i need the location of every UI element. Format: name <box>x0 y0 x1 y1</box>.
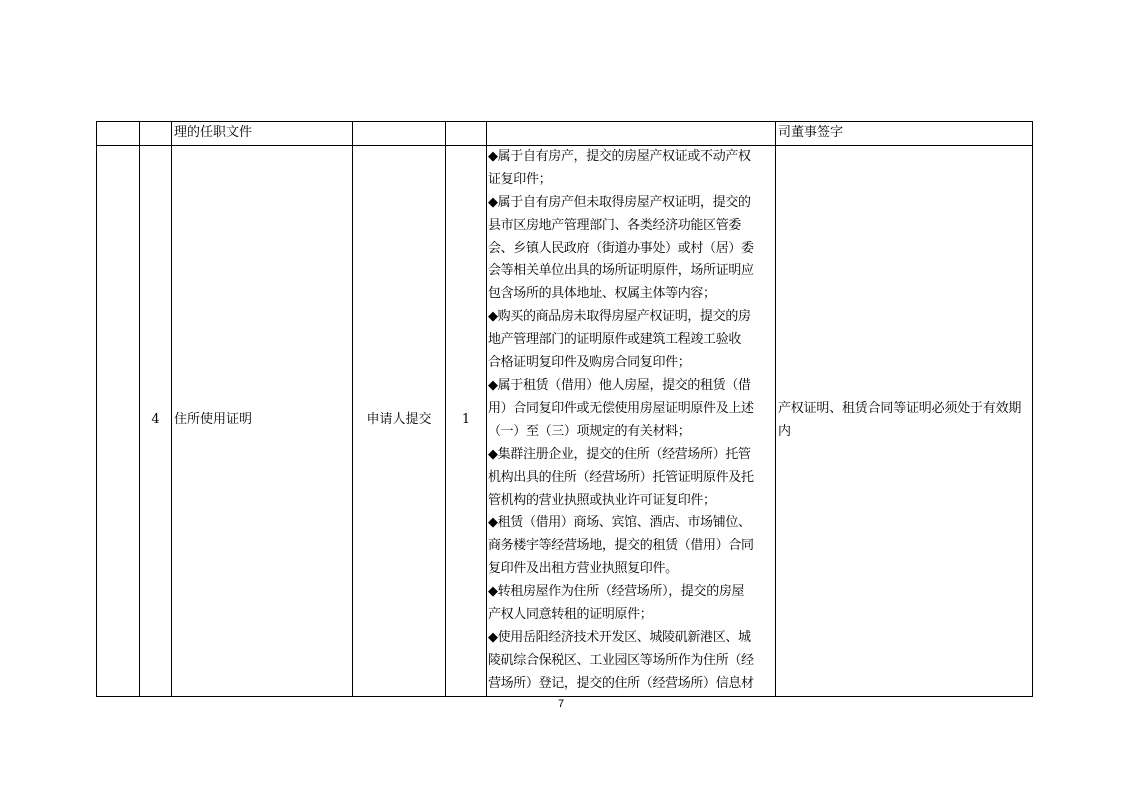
outer-cell <box>97 122 140 146</box>
note-cell: 产权证明、租赁合同等证明必须处于有效期内 <box>776 145 1033 696</box>
page-number: 7 <box>557 698 565 710</box>
requirement-line: 县市区房地产管理部门、各类经济功能区管委 <box>488 217 742 233</box>
seq-cell: 4 <box>140 145 172 696</box>
seq-cell <box>140 122 172 146</box>
note-cell: 司董事签字 <box>776 122 1033 146</box>
material-cell: 住所使用证明 <box>172 145 353 696</box>
requirement-line: ◆转租房屋作为住所（经营场所），提交的房屋 <box>488 584 745 600</box>
requirement-line: ◆属于自有房产，提交的房屋产权证或不动产权 <box>488 148 751 164</box>
material-cell: 理的任职文件 <box>172 122 353 146</box>
requirement-line: 机构出具的住所（经营场所）托管证明原件及托 <box>488 469 754 485</box>
requirements-cell <box>487 122 776 146</box>
copies-cell <box>446 122 487 146</box>
requirement-line: 陵矶综合保税区、工业园区等场所作为住所（经 <box>488 652 754 668</box>
requirement-line: 用）合同复印件或无偿使用房屋证明原件及上述 <box>488 400 754 416</box>
requirement-line: 地产管理部门的证明原件或建筑工程竣工验收 <box>488 332 742 348</box>
requirements-cell <box>487 145 776 696</box>
requirement-line: ◆属于自有房产但未取得房屋产权证明，提交的 <box>488 194 751 210</box>
requirement-line: 会等相关单位出具的场所证明原件，场所证明应 <box>488 263 754 279</box>
outer-cell <box>97 145 140 696</box>
requirement-line: ◆购买的商品房未取得房屋产权证明，提交的房 <box>488 309 751 325</box>
requirements-text <box>488 146 775 696</box>
requirement-line: 证复印件； <box>488 171 552 187</box>
table-row <box>97 122 1033 146</box>
requirement-line: 包含场所的具体地址、权属主体等内容； <box>488 286 716 302</box>
requirement-line: 合格证明复印件及购房合同复印件； <box>488 355 691 371</box>
copies-cell: 1 <box>446 145 487 696</box>
requirement-line: 复印件及出租方营业执照复印件。 <box>488 561 678 577</box>
requirement-line: ◆使用岳阳经济技术开发区、城陵矶新港区、城 <box>488 629 751 645</box>
source-cell <box>353 122 446 146</box>
source-cell: 申请人提交 <box>353 145 446 696</box>
requirement-line: 管机构的营业执照或执业许可证复印件； <box>488 492 716 508</box>
requirement-line: 商务楼宇等经营场地，提交的租赁（借用）合同 <box>488 538 754 554</box>
requirement-line: ◆集群注册企业，提交的住所（经营场所）托管 <box>488 446 751 462</box>
table-row <box>97 145 1033 696</box>
requirement-line: （一）至（三）项规定的有关材料； <box>488 423 691 439</box>
requirement-line: 会、乡镇人民政府（街道办事处）或村（居）委 <box>488 240 754 256</box>
requirement-line: ◆属于租赁（借用）他人房屋，提交的租赁（借 <box>488 377 751 393</box>
requirement-line: ◆租赁（借用）商场、宾馆、酒店、市场铺位、 <box>488 515 751 531</box>
requirement-line: 营场所）登记，提交的住所（经营场所）信息材 <box>488 675 754 691</box>
requirement-line: 产权人同意转租的证明原件； <box>488 607 653 623</box>
document-table <box>96 121 1033 697</box>
